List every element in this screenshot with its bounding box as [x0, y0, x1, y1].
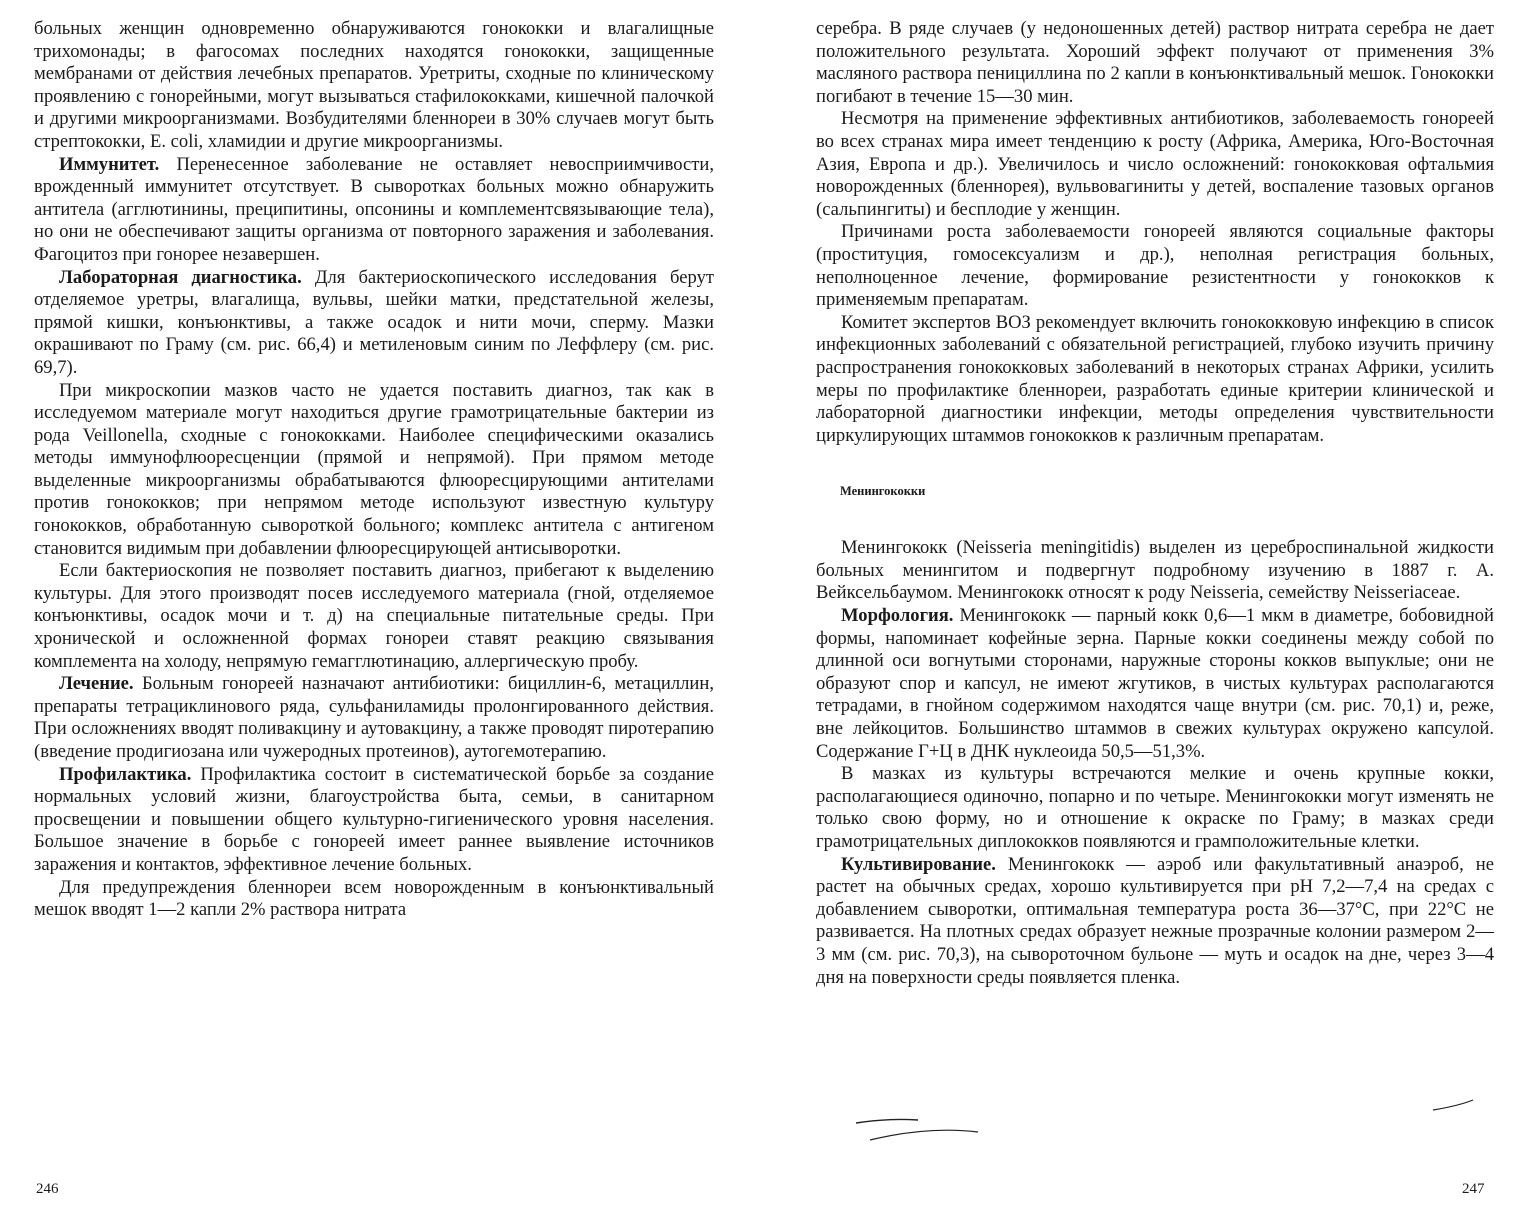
pencil-underline-marks — [848, 1096, 1498, 1146]
paragraph-text: серебра. В ряде случаев (у недоношенных детей) раствор нитрата серебра не дает положительного результата. Хороший эффект получают от применения 3% масляного раствора пенициллина по 2 капли в конъюнктивальный мешок. Гонококки погибают в течение 15—30 мин. — [816, 18, 1494, 107]
right-page-body — [816, 18, 1494, 989]
paragraph — [34, 380, 714, 561]
paragraph — [816, 221, 1494, 311]
paragraph-text: Менингококк — парный кокк 0,6—1 мкм в диаметре, бобовидной формы, напоминает кофейные зерна. Парные кокки соединены между собой по длинной оси вогнутыми сторонами, наружные стороны кокков выпуклые; они не образуют спор и капсул, не имеют жгутиков, в чистых культурах располагаются тетрадами, в гнойном содержимом находятся чаще внутри (см. рис. 70,1) и, реже, вне лейкоцитов. Большинство штаммов в свежих культурах окружено капсулой. Содержание Г+Ц в ДНК нуклеоида 50,5—51,3%. — [816, 605, 1494, 762]
paragraph — [34, 154, 714, 267]
paragraph-text: Если бактериоскопия не позволяет поставить диагноз, прибегают к выделению культуры. Для этого производят посев исследуемого материала (гной, отделяемое конъюнктивы, осадок мочи и т. д) на специальные питательные среды. При хронической и осложненной формах гонореи ставят реакцию связывания комплемента на холоду, непрямую гемагглютинацию, аллергическую пробу. — [34, 560, 714, 672]
paragraph-lead: Морфология. — [841, 605, 954, 627]
paragraph — [34, 673, 714, 763]
paragraph-lead: Лабораторная диагностика. — [59, 266, 302, 288]
paragraph — [34, 18, 714, 154]
paragraph — [34, 560, 714, 673]
right-page-number: 247 — [1462, 1181, 1485, 1197]
paragraph-text: Причинами роста заболеваемости гонореей являются социальные факторы (проституция, гомосексуализм и др.), неполная регистрация больных, неполноценное лечение, формирование резистентности у гонококков к применяемым препаратам. — [816, 221, 1494, 311]
paragraph — [34, 267, 714, 380]
paragraph — [816, 18, 1494, 108]
paragraph-lead: Профилактика. — [59, 763, 192, 785]
paragraph-text: Менингококк (Neisseria meningitidis) выделен из цереброспинальной жидкости больных менингитом и подвергнут подробному изучению в 1887 г. А. Вейксельбаумом. Менингококк относят к роду Neisseria, семейству Neisseriaceae. — [816, 537, 1494, 604]
paragraph — [816, 605, 1494, 763]
paragraph — [816, 108, 1494, 221]
paragraph-text: Несмотря на применение эффективных антибиотиков, заболеваемость гонореей во всех странах мира имеет тенденцию к росту (Африка, Америка, Юго-Восточная Азия, Европа и др.). Увеличилось и число осложнений: гонококковая офтальмия новорожденных (бленнорея), вульвовагиниты у детей, воспаление тазовых органов (сальпингиты) и бесплодие у женщин. — [816, 108, 1494, 220]
paragraph-text: В мазках из культуры встречаются мелкие и очень крупные кокки, располагающиеся одиночно, попарно и по четыре. Менингококки могут изменять не только свою форму, но и отношение к окраске по Граму; в мазках среди грамотрицательных диплококков появляются и грамположительные клетки. — [816, 763, 1494, 852]
paragraph-lead: Лечение. — [59, 673, 134, 695]
paragraph-text: При микроскопии мазков часто не удается поставить диагноз, так как в исследуемом материале могут находиться другие грамотрицательные бактерии из рода Veillonella, сходные с гонококками. Наиболее специфическими оказались методы иммунофлюоресценции (прямой и непрямой). При прямом методе выделенные микроорганизмы обрабатываются флюоресцирующими антителами против гонококков; при непрямом методе используют известную культуру гонококков, обработанную сывороткой больного; комплекс антитела с антигеном становится видимым при добавлении флюоресцирующей антисыворотки. — [34, 379, 714, 559]
paragraph-text: Больным гонореей назначают антибиотики: бициллин-6, метациллин, препараты тетрациклинового ряда, сульфаниламиды пролонгированного действия. При осложнениях вводят поливакцину и аутовакцину, а также проводят пиротерапию (введение продигиозана или чужеродных протеинов), аутогемотерапию. — [34, 673, 714, 762]
paragraph — [816, 854, 1494, 990]
paragraph — [816, 312, 1494, 448]
paragraph — [34, 877, 714, 922]
paragraph-text: Комитет экспертов ВОЗ рекомендует включить гонококковую инфекцию в список инфекционных заболеваний с обязательной регистрацией, глубоко изучить причину распространения гонококковых заболеваний в некоторых странах Африки, усилить меры по профилактике бленнореи, разработать единые критерии клинической и лабораторной диагностики инфекции, методы определения чувствительности циркулирующих штаммов гонококков к различным препаратам. — [816, 311, 1494, 446]
paragraph-text: больных женщин одновременно обнаруживаются гонококки и влагалищные трихомонады; в фагосомах последних находятся гонококки, защищенные мембранами от действия лечебных препаратов. Уретриты, сходные по клиническому проявлению с гонорейными, могут вызываться стафилококками, кишечной палочкой и другими микроорганизмами. Возбудителями бленнореи в 30% случаев могут быть стрептококки, E. coli, хламидии и другие микроорганизмы. — [34, 18, 714, 152]
paragraph-lead: Иммунитет. — [59, 153, 160, 175]
paragraph-text: Для бактериоскопического исследования берут отделяемое уретры, влагалища, вульвы, шейки матки, предстательной железы, прямой кишки, конъюнктивы, а также осадок и нити мочи, сперму. Мазки окрашивают по Граму (см. рис. 66,4) и метиленовым синим по Леффлеру (см. рис. 69,7). — [34, 266, 714, 378]
paragraph-text: Для предупреждения бленнореи всем новорожденным в конъюнктивальный мешок вводят 1—2 капли 2% раствора нитрата — [34, 876, 714, 921]
paragraph-text: Менингококк — аэроб или факультативный анаэроб, не растет на обычных средах, хорошо культивируется при рН 7,2—7,4 на средах с добавлением сыворотки, оптимальная температура роста 36—37°C, при 22°C не развивается. На плотных средах образует нежные прозрачные колонии размером 2—3 мм (см. рис. 70,3), на сывороточном бульоне — муть и осадок на дне, через 3—4 дня на поверхности среды появляется пленка. — [816, 853, 1494, 988]
paragraph — [816, 763, 1494, 853]
left-page-number: 246 — [36, 1181, 59, 1197]
left-page-body — [34, 18, 714, 922]
paragraph — [34, 764, 714, 877]
section-heading: Менингококки — [840, 484, 926, 499]
paragraph — [816, 537, 1494, 605]
right-paragraphs-before — [816, 18, 1494, 447]
paragraph-lead: Культивирование. — [841, 853, 996, 875]
right-paragraphs-after — [816, 537, 1494, 989]
paragraph-text: Перенесенное заболевание не оставляет невосприимчивости, врожденный иммунитет отсутствует. В сыворотках больных можно обнаружить антитела (агглютинины, преципитины, опсонины и комплементсвязывающие тела), но они не обеспечивают защиты организма от повторного заражения и заболевания. Фагоцитоз при гонорее незавершен. — [34, 153, 714, 265]
paragraph-text: Профилактика состоит в систематической борьбе за создание нормальных условий жизни, благоустройства быта, семьи, в санитарном просвещении и повышении общего культурно-гигиенического уровня населения. Большое значение в борьбе с гонореей имеет раннее выявление источников заражения и контактов, эффективное лечение больных. — [34, 763, 714, 875]
